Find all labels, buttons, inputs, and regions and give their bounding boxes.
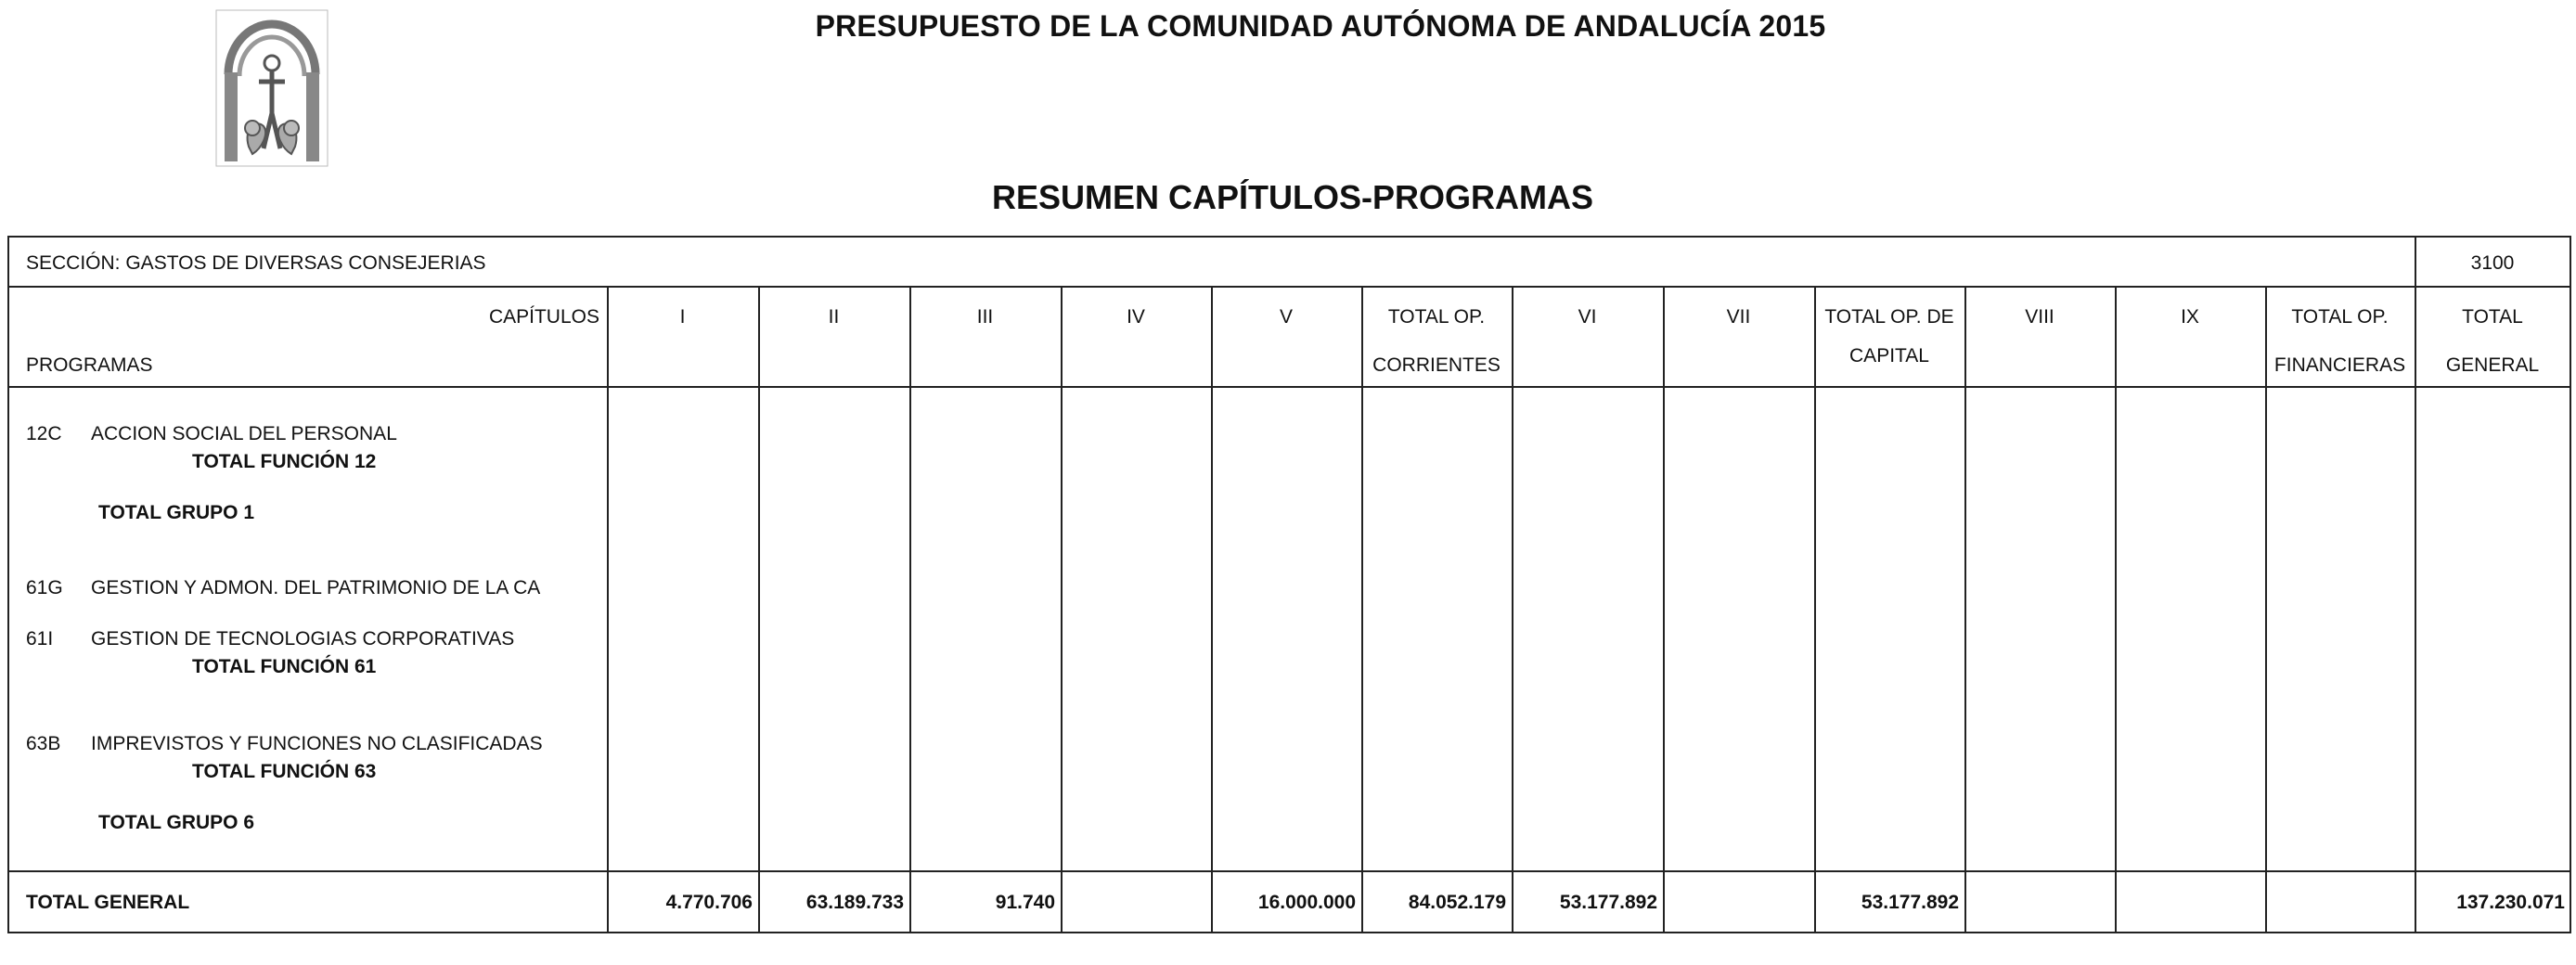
- horizontal-rule: [7, 870, 2571, 872]
- program-code: 63B: [26, 733, 61, 754]
- total-cell-value: 91.740: [995, 892, 1055, 913]
- column-rule: [2415, 286, 2416, 933]
- header-programas: PROGRAMAS: [26, 354, 153, 376]
- program-code: 12C: [26, 423, 62, 444]
- column-header: VIII: [2025, 306, 2054, 328]
- column-header: IV: [1127, 306, 1145, 328]
- program-label: GESTION DE TECNOLOGIAS CORPORATIVAS: [91, 628, 515, 650]
- subtotal-label: TOTAL GRUPO 1: [98, 502, 255, 523]
- column-rule: [1061, 286, 1063, 933]
- total-cell-value: 84.052.179: [1408, 892, 1506, 913]
- column-header: IX: [2181, 306, 2199, 328]
- column-rule: [909, 286, 911, 933]
- column-header: III: [976, 306, 994, 328]
- program-code: 61G: [26, 577, 63, 598]
- column-header: I: [679, 306, 686, 328]
- total-cell-value: 4.770.706: [665, 892, 753, 913]
- column-header: TOTAL: [2462, 306, 2523, 328]
- column-rule: [1964, 286, 1966, 933]
- column-rule: [607, 286, 609, 933]
- column-rule: [2265, 286, 2267, 933]
- total-cell-value: 137.230.071: [2456, 892, 2565, 913]
- header-capitulos: CAPÍTULOS: [488, 306, 599, 328]
- column-header: CORRIENTES: [1372, 354, 1501, 376]
- program-label: GESTION Y ADMON. DEL PATRIMONIO DE LA CA: [91, 577, 541, 598]
- column-rule: [1512, 286, 1513, 933]
- column-header: TOTAL OP.: [2291, 306, 2389, 328]
- column-rule: [1361, 286, 1363, 933]
- subtotal-label: TOTAL FUNCIÓN 63: [192, 761, 377, 782]
- total-general-label: TOTAL GENERAL: [26, 892, 190, 913]
- column-rule: [1663, 286, 1665, 933]
- column-header: TOTAL OP.: [1387, 306, 1486, 328]
- program-code: 61I: [26, 628, 54, 650]
- column-header: VI: [1578, 306, 1597, 328]
- column-header: V: [1279, 306, 1293, 328]
- column-header: VII: [1726, 306, 1751, 328]
- column-header: II: [828, 306, 840, 328]
- total-cell-value: 53.177.892: [1559, 892, 1657, 913]
- total-cell-value: 16.000.000: [1257, 892, 1356, 913]
- column-header: GENERAL: [2445, 354, 2540, 376]
- subtotal-label: TOTAL GRUPO 6: [98, 812, 255, 833]
- column-rule: [1211, 286, 1213, 933]
- column-header: TOTAL OP. DE: [1824, 306, 1954, 328]
- column-rule: [1814, 286, 1816, 933]
- horizontal-rule: [7, 386, 2571, 388]
- column-rule: [2115, 286, 2117, 933]
- subtotal-label: TOTAL FUNCIÓN 61: [192, 656, 377, 677]
- section-label: SECCIÓN: GASTOS DE DIVERSAS CONSEJERIAS: [26, 252, 486, 274]
- document-subtitle: RESUMEN CAPÍTULOS-PROGRAMAS: [991, 178, 1594, 216]
- column-header: CAPITAL: [1849, 345, 1929, 367]
- horizontal-rule: [7, 286, 2571, 288]
- section-code: 3100: [2470, 252, 2515, 274]
- total-cell-value: 63.189.733: [805, 892, 904, 913]
- total-cell-value: 53.177.892: [1861, 892, 1959, 913]
- program-label: IMPREVISTOS Y FUNCIONES NO CLASIFICADAS: [91, 733, 543, 754]
- column-rule: [758, 286, 760, 933]
- column-header: FINANCIERAS: [2273, 354, 2406, 376]
- document-title: PRESUPUESTO DE LA COMUNIDAD AUTÓNOMA DE ANDALUCÍA 2015: [815, 9, 1826, 43]
- program-label: ACCION SOCIAL DEL PERSONAL: [91, 423, 397, 444]
- subtotal-label: TOTAL FUNCIÓN 12: [192, 451, 377, 472]
